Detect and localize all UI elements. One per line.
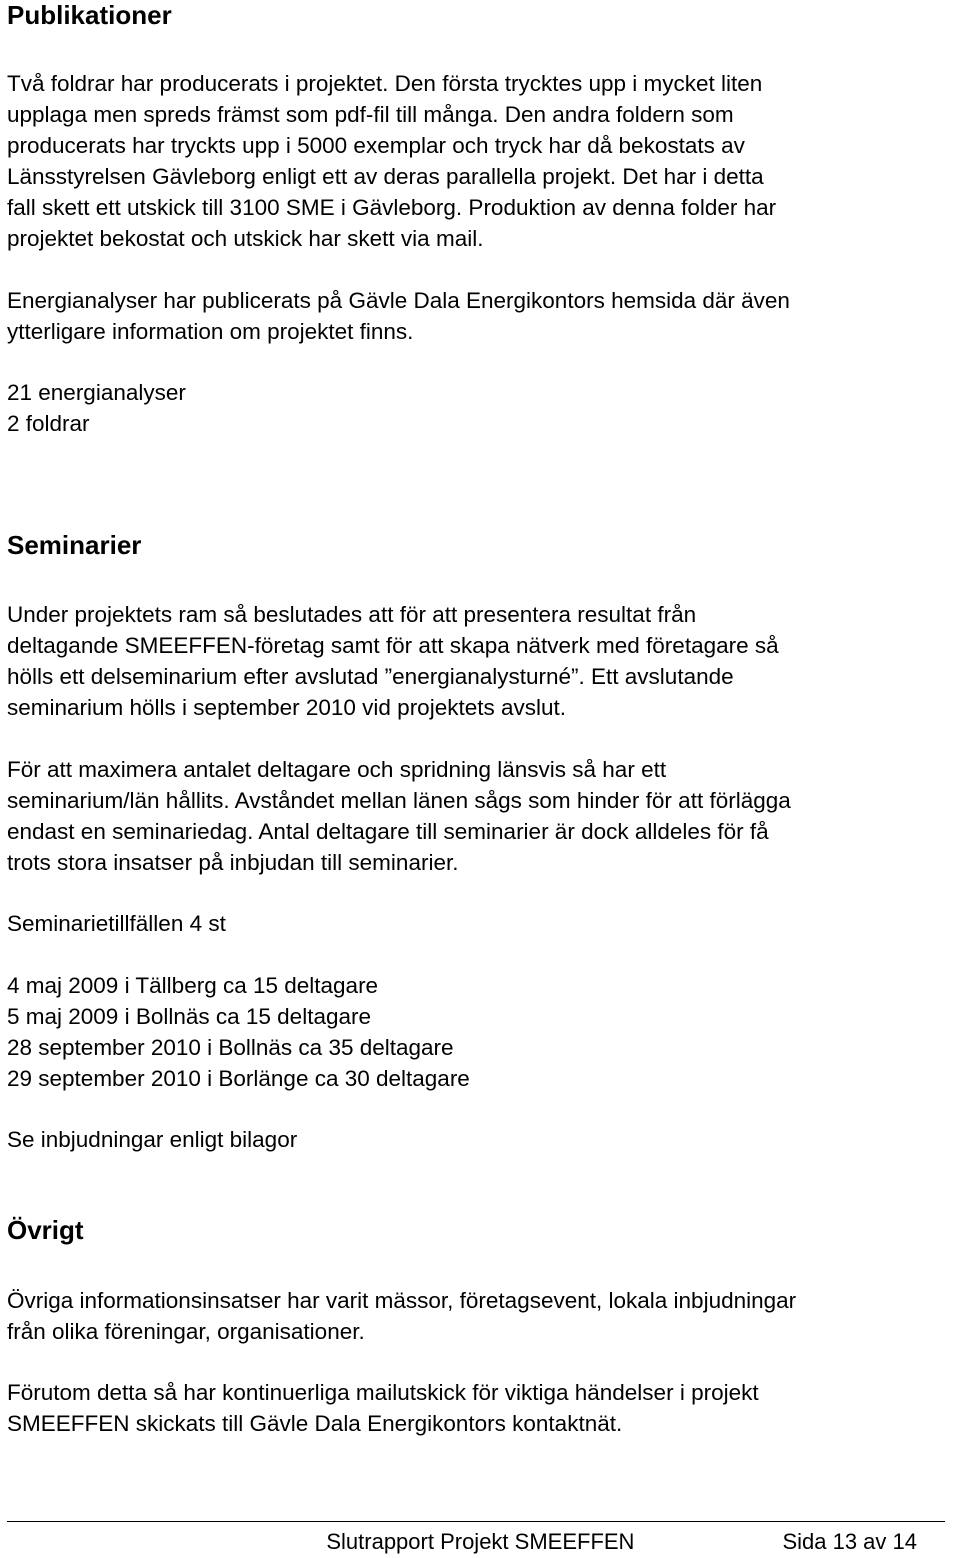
page-footer [7,1521,945,1554]
ovrigt-paragraph-2 [7,1377,759,1439]
seminarier-paragraph-1 [7,599,779,723]
seminar-occasion: 4 maj 2009 i Tällberg ca 15 deltagare [7,973,379,998]
publikationer-paragraph-1 [7,68,776,254]
ovrigt-paragraph-1 [7,1285,796,1347]
seminar-occasion: 5 maj 2009 i Bollnäs ca 15 deltagare [7,1004,371,1029]
seminar-count-line: Seminarietillfällen 4 st [7,911,226,936]
invitations-note-line: Se inbjudningar enligt bilagor [7,1127,298,1152]
text-line: Under projektets ram så beslutades att för att presentera resultat från [7,602,697,627]
text-line: endast en seminariedag. Antal deltagare till seminarier är dock alldeles för få [7,819,769,844]
summary-line-foldrar: 2 foldrar [7,411,90,436]
text-line: fall skett ett utskick till 3100 SME i Gävleborg. Produktion av denna folder har [7,195,777,220]
seminar-occasion: 28 september 2010 i Bollnäs ca 35 deltagare [7,1035,454,1060]
heading-seminarier: Seminarier [7,530,142,560]
footer-page-number: Sida 13 av 14 [782,1529,917,1554]
text-line: Länsstyrelsen Gävleborg enligt ett av deras parallella projekt. Det har i detta [7,164,764,189]
text-line: från olika föreningar, organisationer. [7,1319,365,1344]
text-line: Förutom detta så har kontinuerliga mailutskick för viktiga händelser i projekt [7,1380,759,1405]
text-line: hölls ett delseminarium efter avslutad ”energianalysturné”. Ett avslutande [7,664,734,689]
footer-report-title: Slutrapport Projekt SMEEFFEN [326,1529,635,1554]
publikationer-summary [7,377,186,439]
invitations-note [7,1124,297,1155]
summary-line-energianalyser: 21 energianalyser [7,380,186,405]
text-line: seminarium hölls i september 2010 vid projektets avslut. [7,695,567,720]
heading-ovrigt: Övrigt [7,1215,84,1245]
text-line: deltagande SMEEFFEN-företag samt för att skapa nätverk med företagare så [7,633,779,658]
publikationer-paragraph-2 [7,285,790,347]
text-line: Två foldrar har producerats i projektet. Den första trycktes upp i mycket liten [7,71,763,96]
footer-text [326,1528,917,1556]
text-line: trots stora insatser på inbjudan till seminarier. [7,850,459,875]
seminarier-paragraph-2 [7,754,791,878]
text-line: upplaga men spreds främst som pdf-fil till många. Den andra foldern som [7,102,734,127]
text-line: För att maximera antalet deltagare och spridning länsvis så har ett [7,757,667,782]
text-line: ytterligare information om projektet finns. [7,319,414,344]
text-line: SMEEFFEN skickats till Gävle Dala Energikontors kontaktnät. [7,1411,623,1436]
seminarier-count [7,908,226,939]
text-line: Övriga informationsinsatser har varit mässor, företagsevent, lokala inbjudningar [7,1288,797,1313]
seminar-occasion: 29 september 2010 i Borlänge ca 30 deltagare [7,1066,470,1091]
seminar-occasions-list [7,970,470,1094]
text-line: seminarium/län hållits. Avståndet mellan länen sågs som hinder för att förlägga [7,788,791,813]
text-line: Energianalyser har publicerats på Gävle Dala Energikontors hemsida där även [7,288,790,313]
text-line: producerats har tryckts upp i 5000 exemplar och tryck har då bekostats av [7,133,745,158]
text-line: projektet bekostat och utskick har skett via mail. [7,226,484,251]
heading-publikationer: Publikationer [7,0,172,30]
